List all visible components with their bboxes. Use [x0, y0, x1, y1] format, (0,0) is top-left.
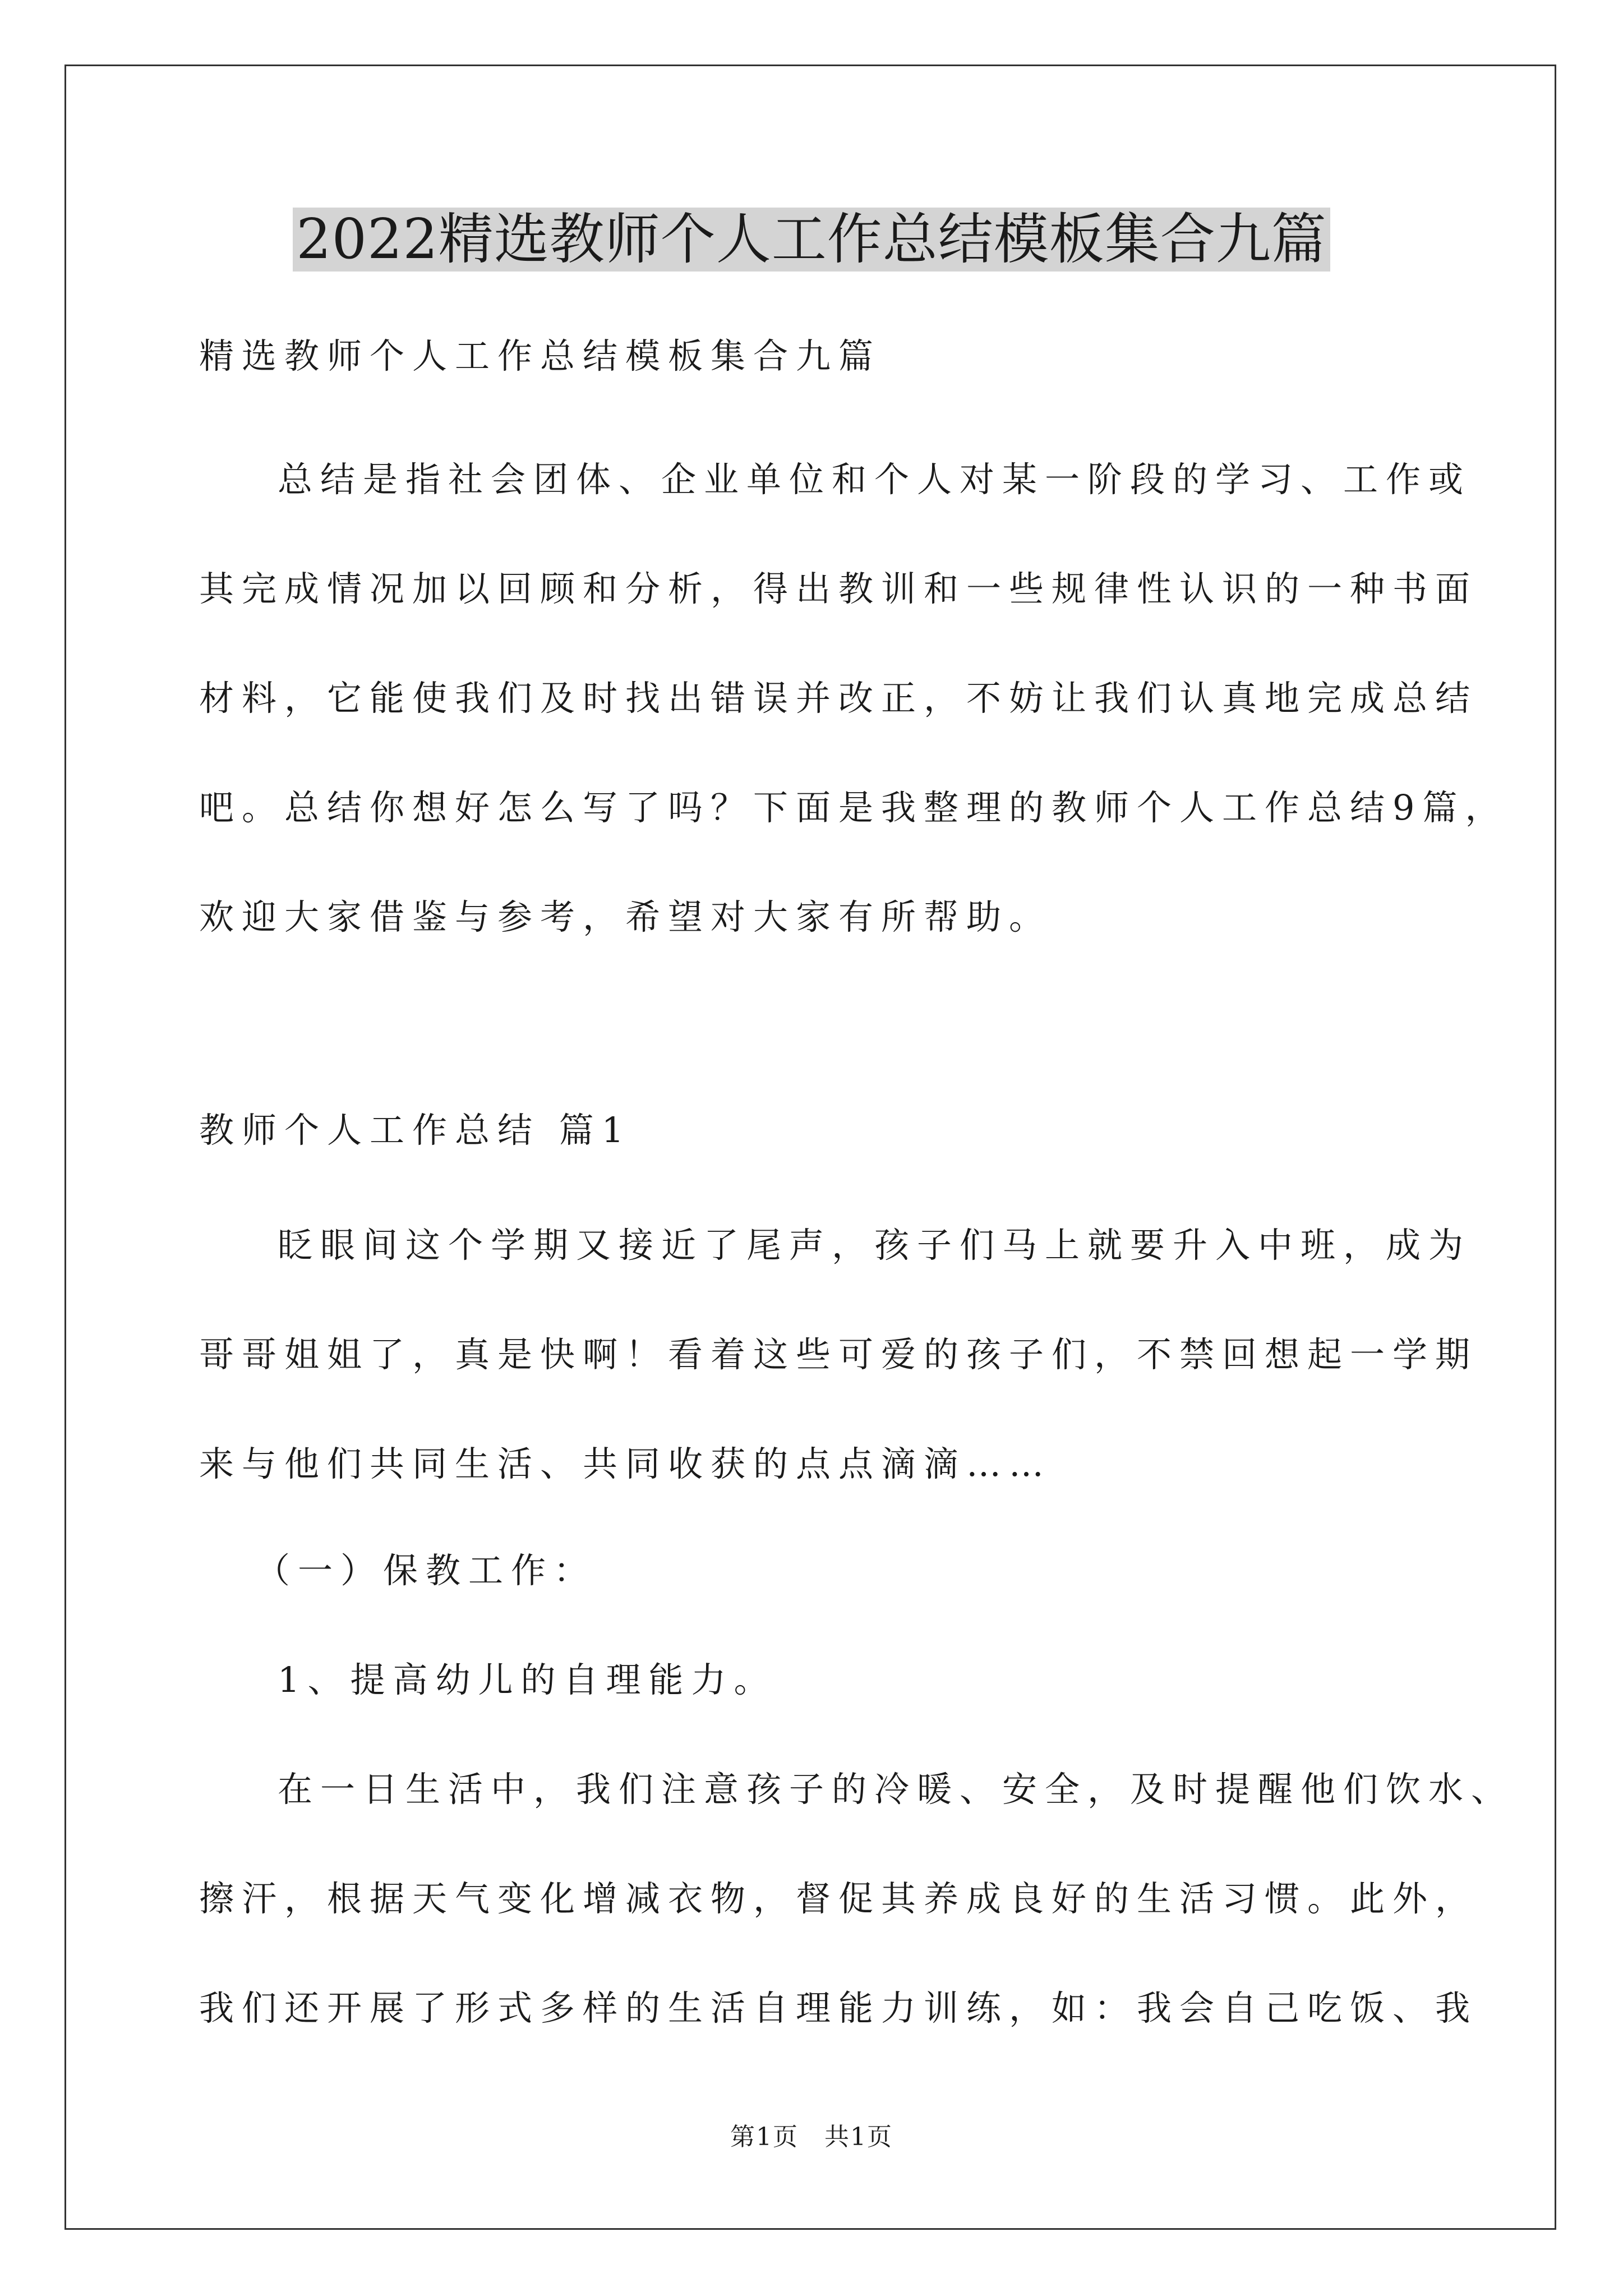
paragraph-line: 吧。总结你想好怎么写了吗？下面是我整理的教师个人工作总结9篇，	[199, 787, 1508, 828]
paragraph-line: 眨眼间这个学期又接近了尾声，孩子们马上就要升入中班，成为	[278, 1225, 1472, 1266]
document-title	[0, 199, 1623, 280]
subsection-heading: （一）保教工作：	[255, 1550, 597, 1591]
paragraph-line: 哥哥姐姐了，真是快啊！看着这些可爱的孩子们，不禁回想起一学期	[199, 1334, 1478, 1375]
paragraph-line: 我们还开展了形式多样的生活自理能力训练，如：我会自己吃饭、我	[199, 1987, 1478, 2028]
paragraph-line: 来与他们共同生活、共同收获的点点滴滴……	[199, 1443, 1052, 1484]
paragraph-line: 在一日生活中，我们注意孩子的冷暖、安全，及时提醒他们饮水、	[278, 1769, 1514, 1810]
paragraph-line: 材料，它能使我们及时找出错误并改正，不妨让我们认真地完成总结	[199, 678, 1478, 719]
paragraph-line: 总结是指社会团体、企业单位和个人对某一阶段的学习、工作或	[278, 459, 1472, 500]
list-item-heading: 1、提高幼儿的自理能力。	[278, 1659, 777, 1700]
page-footer: 第1页 共1页	[730, 2123, 893, 2151]
subtitle-line: 精选教师个人工作总结模板集合九篇	[199, 335, 882, 376]
paragraph-line: 其完成情况加以回顾和分析，得出教训和一些规律性认识的一种书面	[199, 568, 1478, 609]
document-title-text: 2022精选教师个人工作总结模板集合九篇	[293, 208, 1330, 272]
paragraph-line: 擦汗，根据天气变化增减衣物，督促其养成良好的生活习惯。此外，	[199, 1878, 1478, 1919]
paragraph-line: 欢迎大家借鉴与参考，希望对大家有所帮助。	[199, 896, 1052, 937]
section-heading: 教师个人工作总结 篇1	[199, 1110, 632, 1151]
